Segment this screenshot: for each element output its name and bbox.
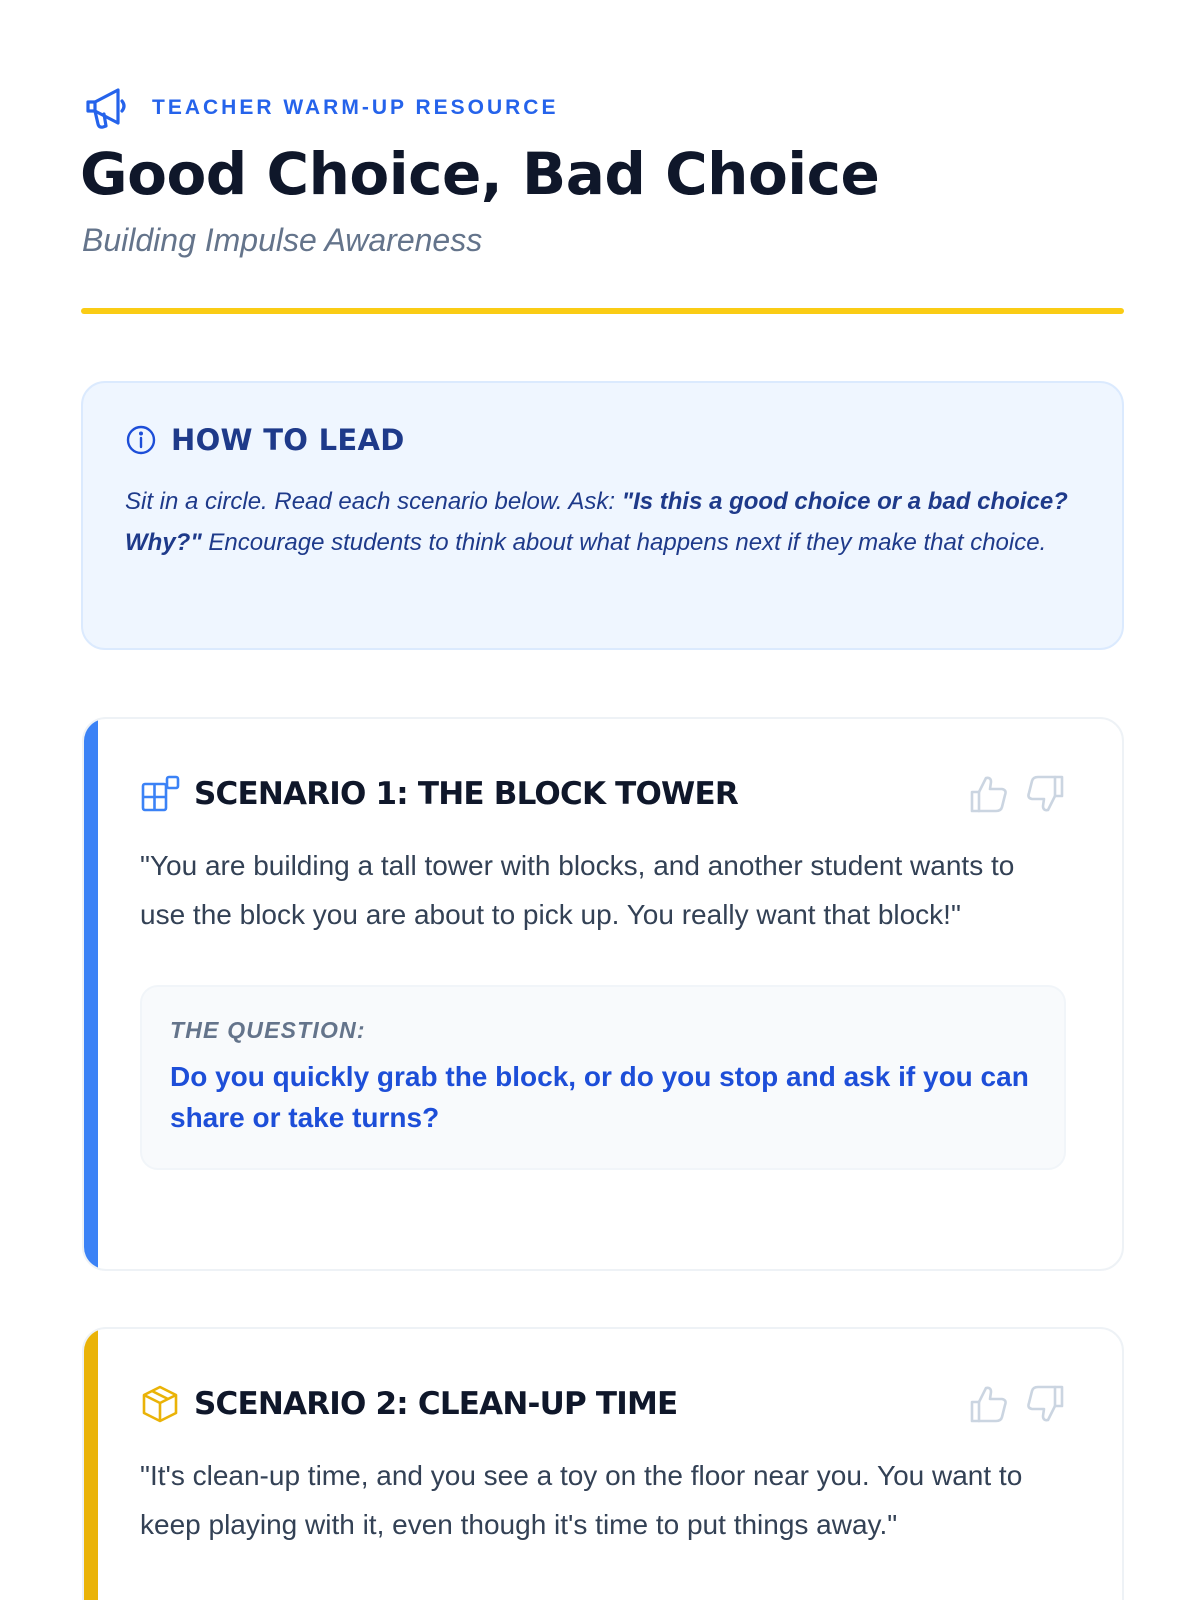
how-to-lead-title: HOW TO LEAD	[171, 423, 405, 457]
scenario-title-group	[140, 1384, 677, 1424]
thumbs-down-icon	[1024, 1383, 1066, 1425]
scenario-header	[140, 773, 1066, 815]
thumbs-up-icon	[968, 1383, 1010, 1425]
thumbs-up-button[interactable]	[968, 773, 1010, 815]
thumbs-down-button[interactable]	[1024, 1383, 1066, 1425]
how-to-lead-instructions	[125, 481, 1080, 563]
thumbs-up-button[interactable]	[968, 1383, 1010, 1425]
eyebrow-label: TEACHER WARM-UP RESOURCE	[152, 96, 559, 119]
scenario-description: "You are building a tall tower with blocks, and another student wants to use the block you are about to pick up. You really want that block!"	[140, 850, 1015, 930]
scenario-card-2	[82, 1327, 1124, 1600]
thumbs-down-icon	[1024, 773, 1066, 815]
scenario-card-1	[82, 717, 1124, 1271]
scenario-header	[140, 1383, 1066, 1425]
page-title: Good Choice, Bad Choice	[80, 140, 880, 208]
blocks-icon	[140, 774, 180, 814]
instructions-prompt: "Is this a good choice or a bad choice? Why?"	[125, 488, 1068, 556]
vote-buttons	[968, 1383, 1066, 1425]
thumbs-down-button[interactable]	[1024, 773, 1066, 815]
question-label: THE QUESTION:	[170, 1017, 366, 1043]
scenario-title: SCENARIO 1: THE BLOCK TOWER	[194, 776, 738, 812]
scenario-title: SCENARIO 2: CLEAN-UP TIME	[194, 1386, 678, 1422]
how-to-lead-header	[125, 423, 1080, 457]
info-icon	[125, 424, 157, 456]
scenario-title-group	[140, 774, 738, 814]
instructions-outro: Encourage students to think about what happens next if they make that choice.	[201, 529, 1047, 556]
vote-buttons	[968, 773, 1066, 815]
scenario-description: "It's clean-up time, and you see a toy on the floor near you. You want to keep playing with it, even though it's time to put things away."	[140, 1460, 1023, 1540]
eyebrow	[82, 84, 558, 132]
megaphone-icon	[82, 84, 130, 132]
scenario-accent-bar	[84, 719, 98, 1269]
thumbs-up-icon	[968, 773, 1010, 815]
instructions-intro: Sit in a circle. Read each scenario below. Ask:	[125, 488, 622, 515]
question-text: Do you quickly grab the block, or do you stop and ask if you can share or take turns?	[170, 1061, 1029, 1133]
scenario-accent-bar	[84, 1329, 98, 1600]
question-box	[140, 985, 1066, 1170]
header-divider	[81, 308, 1124, 314]
page-subtitle: Building Impulse Awareness	[82, 222, 483, 258]
how-to-lead-card	[81, 381, 1124, 650]
box-icon	[140, 1384, 180, 1424]
